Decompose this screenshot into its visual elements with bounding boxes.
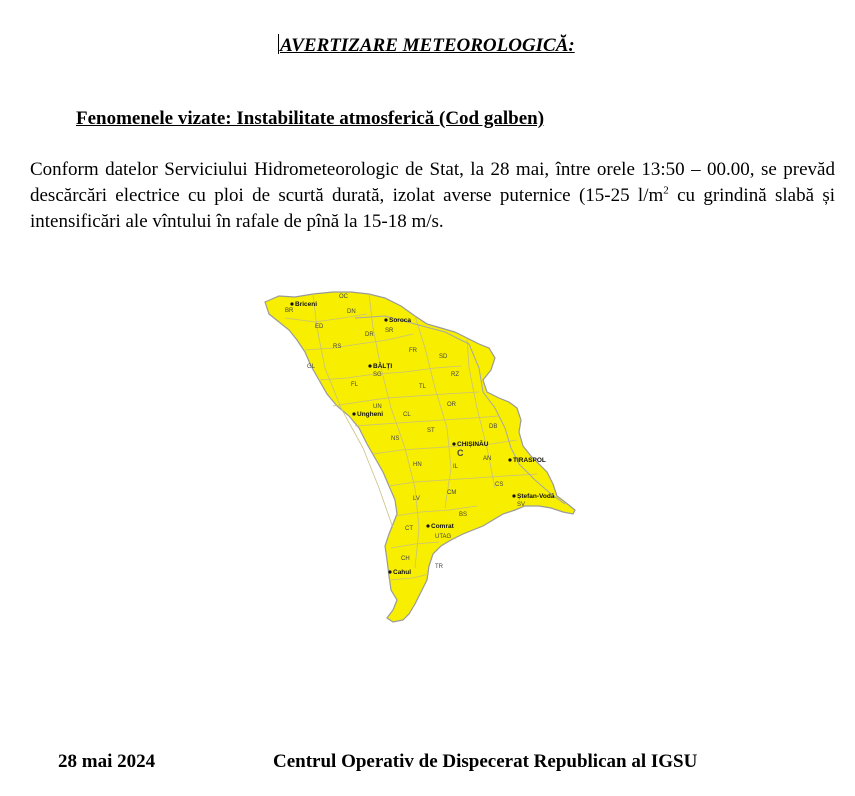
district-code-oc: OC	[339, 294, 348, 300]
footer-date: 28 mai 2024	[58, 751, 156, 772]
district-code-cs: CS	[495, 482, 504, 488]
city-label-soroca: Soroca	[389, 317, 412, 324]
city-dot-chisinau	[452, 442, 455, 445]
unit-superscript: 2	[663, 184, 669, 197]
text-cursor	[278, 34, 279, 54]
district-code-an: AN	[483, 456, 492, 462]
district-code-un: UN	[373, 404, 382, 410]
district-code-utag: UTAG	[435, 534, 452, 540]
district-code-hn: HN	[413, 462, 422, 468]
city-label-tiraspol: TIRASPOL	[513, 457, 546, 464]
body-text-part: cu grindină slabă și intensificări ale vîntului în rafale de pînă la 15-18 m/s.	[30, 185, 835, 232]
warning-body-text	[30, 157, 835, 235]
document-title	[278, 34, 638, 57]
district-code-fl: FL	[351, 382, 359, 388]
district-code-ct: CT	[405, 526, 413, 532]
district-code-ch: CH	[401, 556, 410, 562]
district-code-db: DB	[489, 424, 498, 430]
city-label-briceni: Briceni	[295, 301, 318, 308]
city-dot-stefan-voda	[512, 494, 515, 497]
district-code-sr: SR	[385, 328, 394, 334]
moldova-warning-map	[255, 288, 585, 623]
footer-organization: Centrul Operativ de Dispecerat Republican al IGSU	[273, 751, 698, 772]
district-code-br: BR	[285, 308, 294, 314]
district-code-ns: NS	[391, 436, 400, 442]
city-dot-soroca	[384, 318, 387, 321]
phenomena-heading: Fenomenele vizate: Instabilitate atmosferică (Cod galben)	[76, 108, 545, 129]
city-label-ungheni: Ungheni	[357, 411, 383, 418]
district-code-sv: SV	[517, 502, 526, 508]
district-code-dn: DN	[347, 309, 356, 315]
city-label-cahul: Cahul	[393, 569, 412, 576]
district-code-cl: CL	[403, 412, 411, 418]
district-code-or: OR	[447, 402, 456, 408]
city-dot-comrat	[426, 524, 429, 527]
district-code-sd: SD	[439, 354, 448, 360]
district-code-gl: GL	[307, 364, 316, 370]
district-code-dr: DR	[365, 332, 374, 338]
city-dot-ungheni	[352, 412, 355, 415]
city-label-stefan-voda: Ștefan-Vodă	[517, 493, 555, 500]
district-code-sg: SG	[373, 372, 382, 378]
city-dot-briceni	[290, 302, 293, 305]
district-code-rz: RZ	[451, 372, 459, 378]
document-title-text: AVERTIZARE METEOROLOGICĂ:	[280, 35, 575, 56]
city-label-chisinau: CHIȘINĂU	[457, 441, 489, 448]
district-code-bs: BS	[459, 512, 468, 518]
district-code-lv: LV	[413, 496, 420, 502]
district-code-cm: CM	[447, 490, 457, 496]
district-code-il: IL	[453, 464, 459, 470]
city-label-comrat: Comrat	[431, 523, 454, 530]
district-code-tl: TL	[419, 384, 427, 390]
city-dot-balti	[368, 364, 371, 367]
district-code-ed: ED	[315, 324, 324, 330]
city-dot-cahul	[388, 570, 391, 573]
district-code-c: C	[457, 448, 464, 458]
city-label-balti: BĂLȚI	[373, 363, 393, 370]
district-code-st: ST	[427, 428, 435, 434]
district-code-tr: TR	[435, 564, 443, 570]
city-dot-tiraspol	[508, 458, 511, 461]
body-text-part: Conform datelor Serviciului Hidrometeorologic de Stat, la 28 mai, între orele 13:50 – 00.00, se prevăd descărcări electrice cu ploi de scurtă durată, izolat averse puternice (15-25 l/m	[30, 159, 835, 206]
district-code-rs: RS	[333, 344, 342, 350]
district-code-fr: FR	[409, 348, 417, 354]
